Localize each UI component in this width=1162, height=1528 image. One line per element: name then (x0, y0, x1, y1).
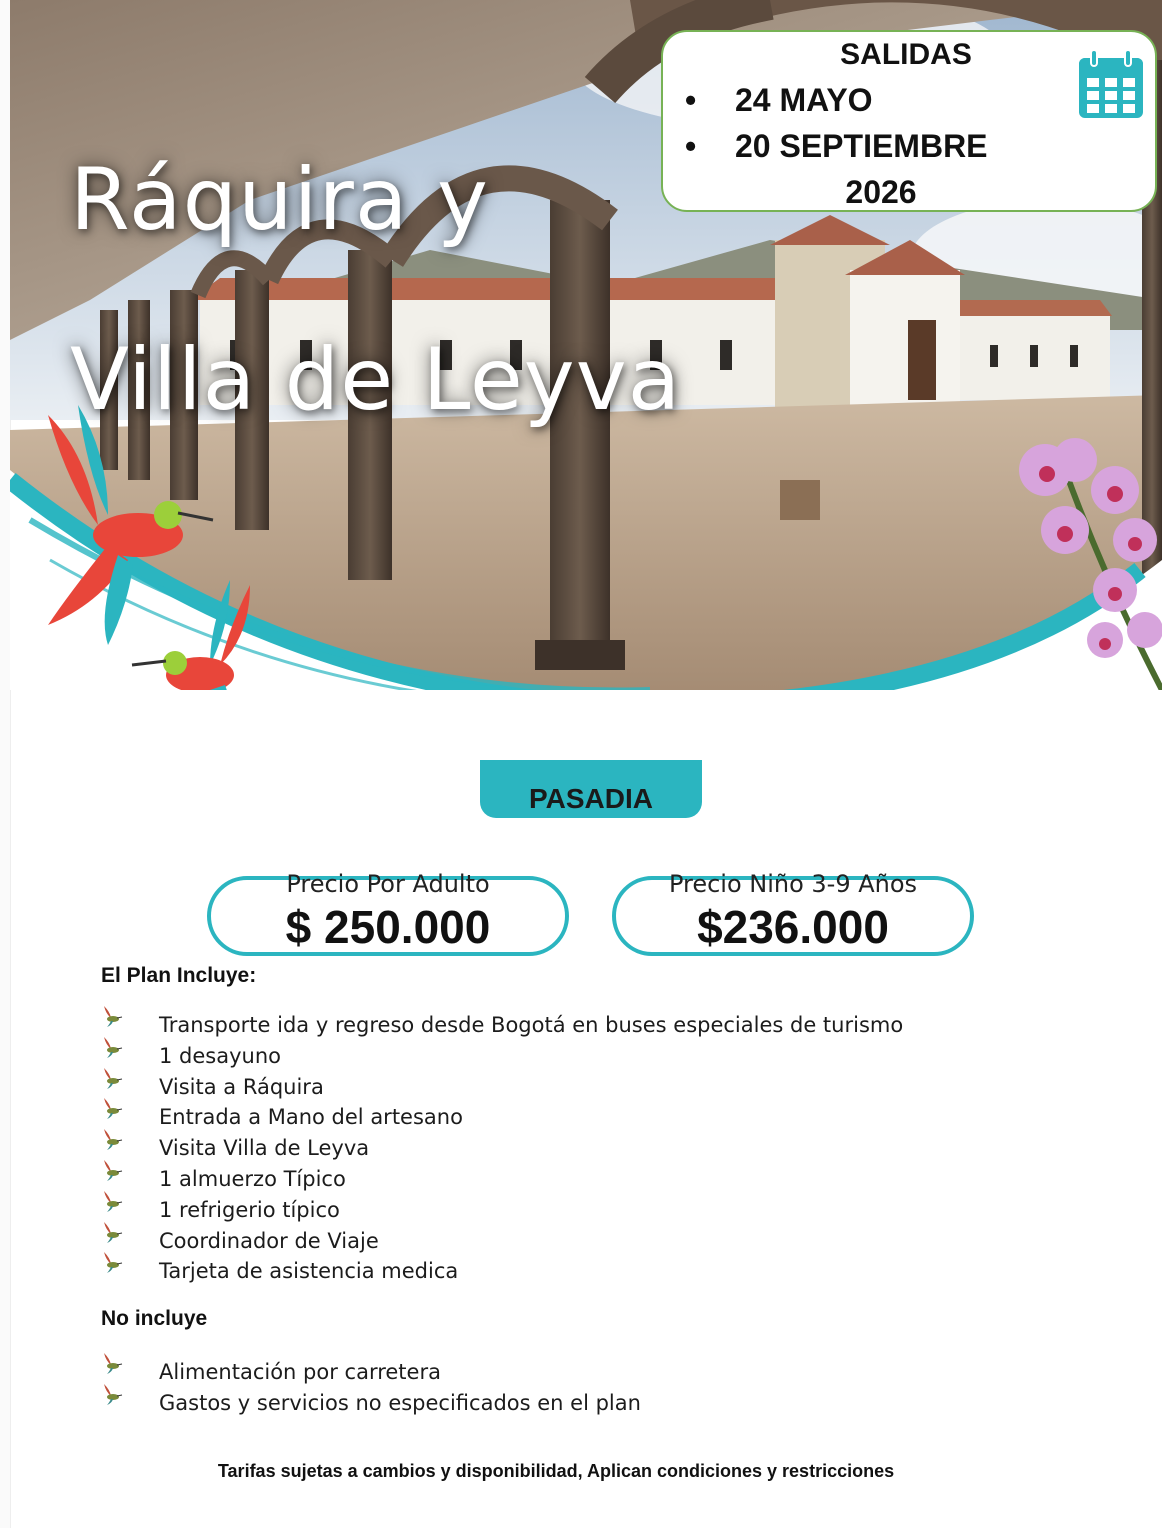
hummingbird-bullet-icon (101, 1096, 123, 1120)
list-item-text: Gastos y servicios no especificados en el plan (159, 1390, 641, 1415)
title-line-2: Villa de Leyva (70, 330, 682, 430)
list-item-text: 1 refrigerio típico (159, 1197, 340, 1222)
list-item-text: 1 almuerzo Típico (159, 1166, 346, 1191)
departure-date (685, 128, 988, 165)
list-item-text: Tarjeta de asistencia medica (159, 1259, 459, 1284)
list-item-text: 1 desayuno (159, 1043, 281, 1068)
list-item-text: Visita Villa de Leyva (159, 1136, 370, 1161)
hummingbird-bullet-icon (101, 1250, 123, 1274)
hummingbird-bullet-icon (101, 1220, 123, 1244)
child-price-pill (612, 870, 974, 956)
list-item-text: Alimentación por carretera (159, 1360, 441, 1384)
hummingbird-bullet-icon (101, 1189, 123, 1213)
hummingbird-bullet-icon (101, 1066, 123, 1090)
hummingbird-bullet-icon (101, 1127, 123, 1151)
hummingbird-bullet-icon (101, 1382, 123, 1406)
departures-year: 2026 (845, 174, 917, 210)
tour-type-tab: PASADIA (480, 760, 702, 818)
hummingbird-bullet-icon (101, 1351, 123, 1375)
orchid-flowers-icon (1005, 430, 1162, 690)
bullet-icon: • (685, 128, 697, 164)
list-item-text: Entrada a Mano del artesano (159, 1105, 463, 1130)
departure-date-text: 20 SEPTIEMBRE (735, 128, 988, 164)
departures-box (661, 30, 1157, 212)
hummingbird-bullet-icon (101, 1158, 123, 1182)
adult-price-pill (207, 870, 569, 956)
adult-price-label: Precio Por Adulto (286, 870, 490, 898)
departure-date-text: 24 MAYO (735, 82, 873, 118)
list-item-text: Transporte ida y regreso desde Bogotá en buses especiales de turismo (159, 1013, 904, 1037)
bullet-icon: • (685, 82, 697, 118)
hummingbird-bullet-icon (101, 1035, 123, 1059)
hummingbird-bullet-icon (101, 1004, 123, 1028)
includes-heading: El Plan Incluye: (101, 964, 257, 987)
child-price-label: Precio Niño 3-9 Años (668, 870, 918, 898)
title-line-1: Ráquira y (70, 150, 489, 250)
calendar-icon (1077, 48, 1145, 120)
adult-price-amount: $ 250.000 (285, 901, 491, 953)
terms-footer: Tarifas sujetas a cambios y disponibilidad, Aplican condiciones y restricciones (217, 1461, 895, 1481)
departures-heading: SALIDAS (840, 38, 972, 71)
hummingbird-icon (130, 575, 270, 690)
child-price-amount: $236.000 (697, 901, 889, 953)
excludes-heading: No incluye (101, 1307, 208, 1330)
list-item-text: Visita a Ráquira (159, 1074, 324, 1099)
list-item-text: Coordinador de Viaje (159, 1228, 379, 1253)
departure-date (685, 82, 873, 119)
